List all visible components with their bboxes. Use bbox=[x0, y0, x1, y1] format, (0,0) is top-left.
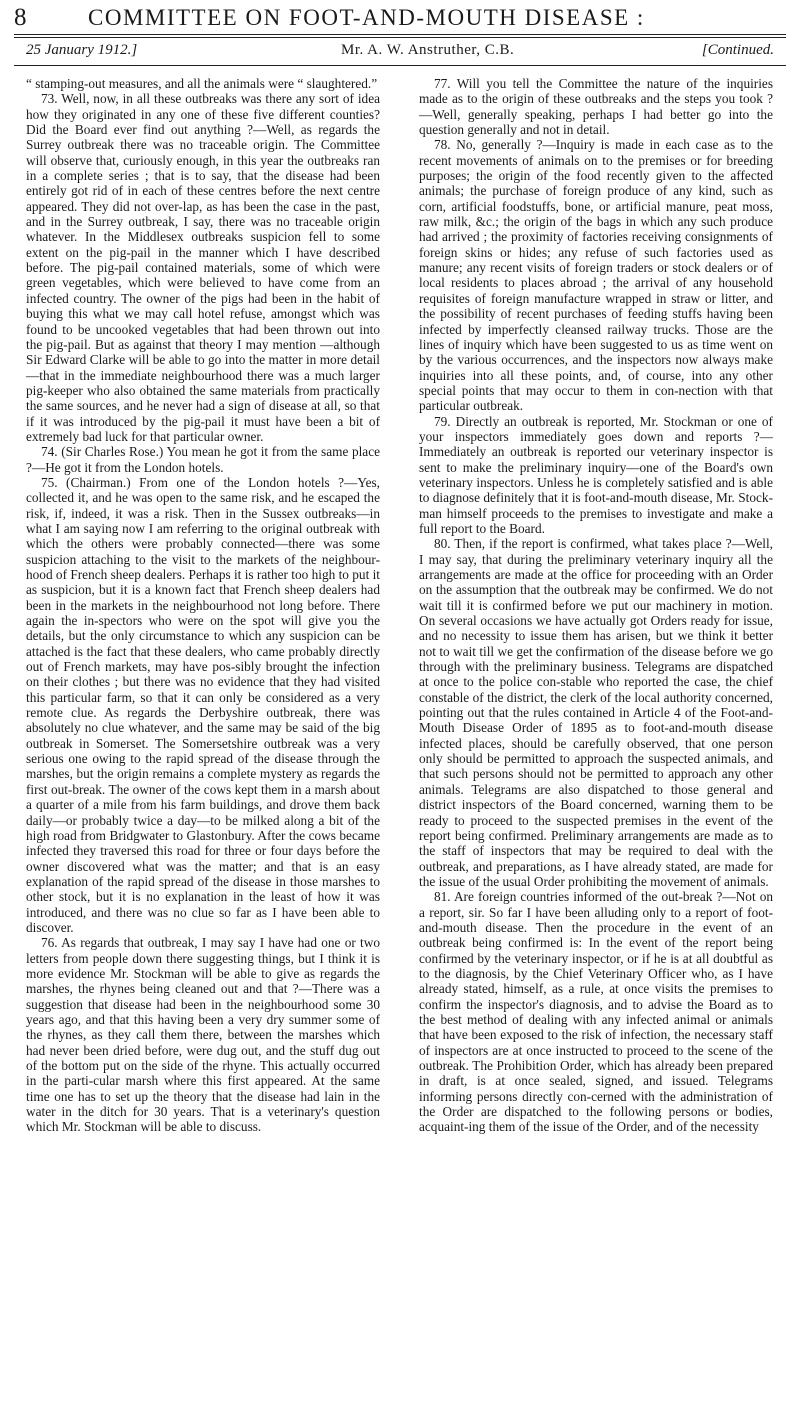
subheader-rule bbox=[14, 65, 786, 66]
running-header bbox=[14, 4, 786, 32]
continued-label: [Continued. bbox=[701, 42, 774, 58]
left-column bbox=[26, 76, 380, 1135]
paragraph: 77. Will you tell the Committee the nature of the inquiries made as to the origin of these outbreaks and the steps you took ?—Well, generally speaking, perhaps I had better go into the question generally and not in detail. bbox=[419, 76, 773, 138]
witness-name: Mr. A. W. Anstruther, C.B. bbox=[341, 42, 515, 58]
subheader bbox=[26, 42, 774, 64]
page-number: 8 bbox=[14, 4, 28, 31]
paragraph: 75. (Chairman.) From one of the London hotels ?—Yes, collected it, and he was open to the same risk, and he escaped the risk, if, indeed, it was a risk. Then in the Sussex outbreaks—in what I am saying now I am referring to the original outbreak with which the others were probably connected—there was some suspicion attaching to the visit to the markets of the neighbour-hood of French sheep dealers. Perhaps it is rather too high to put it as suspicion, but it is a known fact that French sheep dealers had been in the markets in the neighbourhood not long before. There again the in-spectors who were on the spot will give you the details, but the only circumstance to which any suspicion can be attached is the fact that these dealers, who came probably directly out of French markets, may have pos-sibly brought the infection on their clothes ; but there was no evidence that they had visited this particular farm, so that it can only be considered as a very remote clue. As regards the Derbyshire outbreak, there was absolutely no clue whatever, and the same may be said of the big outbreak in Somerset. The Somersetshire outbreak was a very serious one owing to the rapid spread of the disease through the marshes, but the origin remains a complete mystery as regards the first out-break. The owner of the cows kept them in a marsh about a quarter of a mile from his farm buildings, and drove them back daily—or probably twice a day—to be milked along a bit of the high road from Bridgwater to Glastonbury. After the cows became infected they traversed this road for three or four days before the owner discovered what was the matter; and that is an easy explanation of the rapid spread of the disease in those marshes to other stock, but it is no explanation in the least of how it was introduced, and there was no clue so far as I have been able to discover. bbox=[26, 474, 380, 935]
paragraph: 79. Directly an outbreak is reported, Mr. Stockman or one of your inspectors immediately goes down and reports ?—Immediately an outbreak is reported our veterinary inspector is sent to make the preliminary inquiry—one of the Board's own veterinary inspectors. Unless he is completely satisfied and is able to diagnose definitely that it is foot-and-mouth disease, Mr. Stock-man himself proceeds to the premises to investigate and make a full report to the Board. bbox=[419, 413, 773, 536]
paragraph: 73. Well, now, in all these outbreaks was there any sort of idea how they originated in any one of these five different counties? Did the Board ever find out anything ?—Well, as regards the Surrey outbreak there was no traceable origin. The Committee will observe that, curiously enough, in this year the outbreaks ran in a complete series ; that is to say, that the disease had been entirely got rid of in each of these centres before the next centre appeared. They did not over-lap, as has been the case in the past, and in the Surrey outbreak, I say, there was no traceable origin whatever. In the Middlesex outbreaks suspicion fell to some extent on the pig-pail in the manner which I have described before. The pig-pail contained materials, some of which were green vegetables, which were believed to have come from an infected country. The owner of the pigs had been in the habit of buying this what we may call hotel refuse, amongst which was found to be uncooked vegetables that had been thrown out into the pig-pail. But as against that theory I may mention —although Sir Edward Clarke will be able to go into the matter in more detail—that in the immediate neighbourhood there was a much larger pig-keeper who also obtained the same materials from practically the same sources, and he never had a sign of disease at all, so that if it was introduced by the pig-pail it must have been a bit of extremely bad luck for that particular owner. bbox=[26, 91, 380, 444]
paragraph: 81. Are foreign countries informed of the out-break ?—Not on a report, sir. So far I have been alluding only to a report of foot-and-mouth disease. Then the procedure in the event of an outbreak being confirmed is: In the event of the report being confirmed by the veterinary inspector, or if he is at all doubtful as to the diagnosis, by the Chief Veterinary Officer who, as I have already stated, himself, as a rule, at once visits the premises to confirm the inspector's diagnosis, and to advise the Board as to the best method of dealing with any infected animal or animals that have been exposed to the risk of infection, the necessary staff of inspectors are at once instructed to proceed to the scene of the outbreak. The Prohibition Order, which has already been prepared in draft, is at once sealed, signed, and issued. Telegrams informing persons directly con-cerned with the administration of the Order are dispatched to the following persons or bodies, acquaint-ing them of the issue of the Order, and of the necessity bbox=[419, 889, 773, 1135]
paragraph: “ stamping-out measures, and all the animals were “ slaughtered.” bbox=[26, 76, 378, 91]
hearing-date: 25 January 1912.] bbox=[26, 42, 138, 58]
header-rule-top bbox=[14, 34, 786, 35]
paragraph: 74. (Sir Charles Rose.) You mean he got it from the same place ?—He got it from the London hotels. bbox=[26, 444, 380, 475]
paragraph: 78. No, generally ?—Inquiry is made in each case as to the recent movements of animals on to the premises or for breeding purposes; the origin of the food recently given to the affected animals; the purchase of foreign produce of any kind, such as corn, artificial foodstuffs, bone, or artificial manure, peat moss, raw milk, &c.; the origin of the bags in which any such produce had arrived ; the proximity of factories receiving consignments of foreign skins or hides; any refuse of such factories used as manure; any recent visits of foreign traders or stock dealers or of local residents to places abroad ; the arrival of any household requisites of foreign manufacture wrapped in straw or litter, and the possibility of recent purchases of feeding stuffs having been infected by imperfectly cleansed railway trucks. Those are the lines of inquiry which have been suggested to us as time went on by the various occurrences, and the inspectors now always make inquiries into all these points, and, of course, into any other special points that may occur to them in con-nection with that particular outbreak. bbox=[419, 137, 773, 414]
header-rule-bottom bbox=[14, 37, 786, 38]
right-column bbox=[419, 76, 773, 1135]
running-title: COMMITTEE ON FOOT-AND-MOUTH DISEASE : bbox=[88, 5, 645, 30]
paragraph: 80. Then, if the report is confirmed, what takes place ?—Well, I may say, that during the preliminary veterinary inquiry all the arrangements are made at the office for proceeding with an Order on the assumption that the outbreak may be confirmed. We do not wait till it is confirmed before we put our machinery in motion. On several occasions we have actually got Orders ready for issue, and no necessity to issue them has arisen, but we think it better not to wait till we get the confirmation of the disease before we go through with the preliminary business. Telegrams are dispatched at once to the police con-stable who reported the case, the chief constable of the district, the clerk of the local authority concerned, pointing out that the rules contained in Article 4 of the Foot-and-Mouth Disease Order of 1895 as to foot-and-mouth disease infected places, should be carefully observed, that one person only should be permitted to approach the suspected animals, and that such persons should not be permitted to approach any other animals. Telegrams are also dispatched to those general and district inspectors of the Board concerned, warning them to be ready to proceed to the suspected premises in the event of the report being confirmed. Preliminary arrangements are made as to the staff of inspectors that may be required to deal with the outbreak, and preparations, as I have already stated, are made for the issue of the usual Order prohibiting the movement of animals. bbox=[419, 536, 773, 889]
paragraph: 76. As regards that outbreak, I may say I have had one or two letters from people down there suggesting things, but I think it is more evidence Mr. Stockman will be able to give as regards the marshes, the rhynes being cleaned out and that ?—There was a suggestion that disease had been in the neighbourhood some 30 years ago, and that this having been a very dry summer some of the rhynes, as they call them there, between the marshes which had never been dried before, were dug out, and the stuff dug out of the bottom put on the side of the rhyne. This actually occurred in the parti-cular marsh where this first appeared. At the same time one has to set up the theory that the disease had lain in the water in the ditch for 30 years. That is a veterinary's question which Mr. Stockman will be able to discuss. bbox=[26, 935, 380, 1135]
